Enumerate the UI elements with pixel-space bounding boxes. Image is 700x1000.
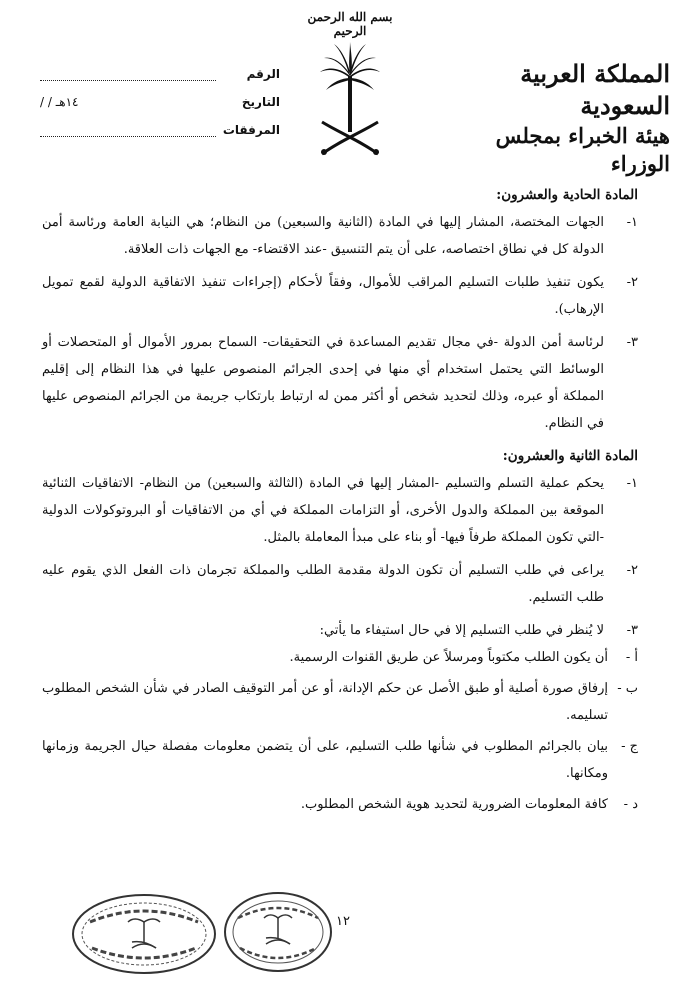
letter-meta	[40, 64, 280, 148]
attachments-label: المرفقات	[222, 123, 280, 137]
document-body	[42, 182, 638, 822]
meta-number-row	[40, 64, 280, 92]
sub-item-letter: ج -	[621, 739, 638, 754]
sub-item-d	[42, 791, 638, 818]
page-number: ١٢	[336, 914, 350, 929]
sub-item-text: أن يكون الطلب مكتوباً ومرسلاً عن طريق القنوات الرسمية.	[289, 650, 608, 665]
organization-name	[430, 58, 670, 178]
date-label: التاريخ	[241, 95, 280, 109]
sub-item-c	[42, 733, 638, 787]
clause-number: ٢-	[626, 563, 638, 578]
number-label: الرقم	[246, 67, 280, 81]
org-line-1: المملكة العربية السعودية	[520, 59, 670, 120]
basmala: بسم الله الرحمن الرحيم	[307, 10, 393, 38]
article-22-clause-1	[42, 470, 638, 551]
meta-attachments-row	[40, 120, 280, 148]
clause-text: لرئاسة أمن الدولة -في مجال تقديم المساعدة في التحقيقات- السماح بمرور الأموال أو المتحصلات أو الوسائط التي يحتمل استخدام أي منها في إحدى الجرائم المنصوص عليها في هذا النظام إلى إقليم المملكة أو عبره، وذلك لتحديد شخص أو أكثر ممن له ارتباط بارتكاب جريمة من الجرائم المنصوص عليها في النظام.	[42, 335, 604, 431]
sub-item-letter: أ -	[625, 650, 638, 665]
clause-text: لا يُنظر في طلب التسليم إلا في حال استيفاء ما يأتي:	[319, 623, 604, 638]
sub-item-text: كافة المعلومات الضرورية لتحديد هوية الشخص المطلوب.	[300, 797, 608, 812]
number-line	[40, 80, 216, 81]
article-21-clause-3	[42, 329, 638, 437]
clause-text: يحكم عملية التسلم والتسليم -المشار إليها في المادة (الثالثة والسبعين) من النظام- الاتفاقيات الثنائية الموقعة بين المملكة والدول الأخرى، أو التزامات المملكة في أي من الاتفاقيات أو البروتوكولات الدولية -التي تكون المملكة طرفاً فيها- أو بناء على مبدأ المعاملة بالمثل.	[42, 476, 604, 545]
official-seal-left-icon	[70, 892, 218, 976]
date-value: / / ١٤هـ	[40, 95, 79, 109]
sub-item-letter: ب -	[617, 681, 638, 696]
sub-item-b	[42, 675, 638, 729]
clause-text: يكون تنفيذ طلبات التسليم المراقب للأموال، وفقاً لأحكام (إجراءات تنفيذ الاتفاقية الدولية لقمع تمويل الإرهاب).	[42, 275, 604, 317]
sub-item-text: إرفاق صورة أصلية أو طبق الأصل عن حكم الإدانة، أو عن أمر التوقيف الصادر في شأن الشخص المطلوب تسليمه.	[42, 681, 608, 723]
sub-item-text: بيان بالجرائم المطلوب في شأنها طلب التسليم، على أن يتضمن معلومات مفصلة حيال الجريمة وزمانها ومكانها.	[42, 739, 608, 781]
clause-number: ٣-	[626, 335, 638, 350]
meta-date-row	[40, 92, 280, 120]
sub-item-letter: د -	[623, 797, 638, 812]
attachments-line	[40, 136, 216, 137]
clause-number: ١-	[626, 476, 638, 491]
article-22-heading: المادة الثانية والعشرون:	[502, 448, 638, 464]
sub-item-a	[42, 644, 638, 671]
clause-text: يراعى في طلب التسليم أن تكون الدولة مقدمة الطلب والمملكة تجرمان ذات الفعل الذي يقوم عليه طلب التسليم.	[42, 563, 604, 605]
clause-text: الجهات المختصة، المشار إليها في المادة (الثانية والسبعين) من النظام؛ هي النيابة العامة ورئاسة أمن الدولة كل في نطاق اختصاصه، على أن يتم التنسيق -عند الاقتضاء- مع الجهات ذات العلاقة.	[42, 215, 604, 257]
article-21-clause-2	[42, 269, 638, 323]
official-seal-right-icon	[222, 890, 334, 974]
article-21-clause-1	[42, 209, 638, 263]
article-22-clause-2	[42, 557, 638, 611]
saudi-emblem-icon	[318, 42, 382, 158]
clause-number: ٢-	[626, 275, 638, 290]
clause-number: ١-	[626, 215, 638, 230]
article-22-clause-3	[42, 617, 638, 644]
clause-number: ٣-	[626, 623, 638, 638]
org-line-2: هيئة الخبراء بمجلس الوزراء	[495, 123, 670, 176]
article-21-heading: المادة الحادية والعشرون:	[496, 187, 638, 203]
